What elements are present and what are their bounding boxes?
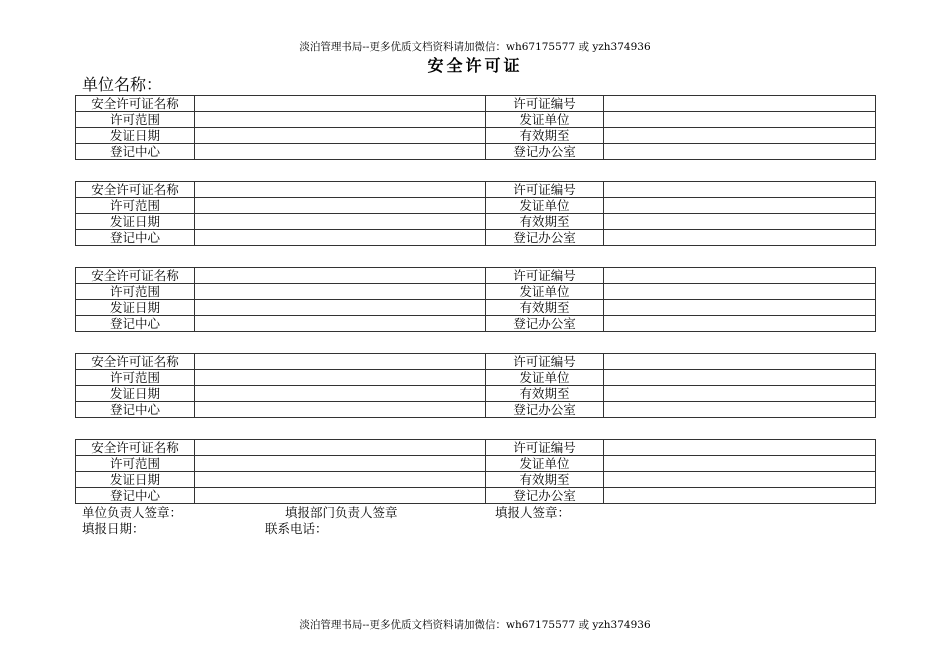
- permit-scope-label: 许可范围: [76, 198, 195, 214]
- permit-scope-label: 许可范围: [76, 456, 195, 472]
- unit-head-signature-label: 单位负责人签章：: [82, 505, 183, 520]
- valid-until-field[interactable]: [604, 300, 876, 316]
- permit-number-field[interactable]: [604, 182, 876, 198]
- issuer-label: 发证单位: [486, 284, 604, 300]
- issuer-field[interactable]: [604, 198, 876, 214]
- contact-phone-label: 联系电话：: [265, 521, 328, 536]
- table-row: [76, 112, 876, 128]
- issuer-field[interactable]: [604, 284, 876, 300]
- permit-number-field[interactable]: [604, 96, 876, 112]
- dept-head-signature-label: 填报部门负责人签章: [285, 505, 398, 520]
- table-row: [76, 456, 876, 472]
- table-row: [76, 440, 876, 456]
- valid-until-field[interactable]: [604, 472, 876, 488]
- valid-until-field[interactable]: [604, 214, 876, 230]
- table-row: [76, 386, 876, 402]
- permit-name-label: 安全许可证名称: [76, 354, 195, 370]
- permit-table-1: [75, 95, 876, 160]
- registry-center-field[interactable]: [195, 144, 486, 160]
- registry-center-field[interactable]: [195, 402, 486, 418]
- registry-office-label: 登记办公室: [486, 316, 604, 332]
- registry-center-label: 登记中心: [76, 402, 195, 418]
- registry-center-label: 登记中心: [76, 488, 195, 504]
- valid-until-field[interactable]: [604, 386, 876, 402]
- permit-name-label: 安全许可证名称: [76, 440, 195, 456]
- table-row: [76, 96, 876, 112]
- page-header: 淡泊管理书局--更多优质文档资料请加微信：wh67175577 或 yzh374936: [299, 41, 651, 53]
- valid-until-label: 有效期至: [486, 300, 604, 316]
- issuer-label: 发证单位: [486, 456, 604, 472]
- permit-name-label: 安全许可证名称: [76, 182, 195, 198]
- issue-date-label: 发证日期: [76, 214, 195, 230]
- table-row: [76, 472, 876, 488]
- issuer-label: 发证单位: [486, 370, 604, 386]
- table-row: [76, 316, 876, 332]
- permit-name-field[interactable]: [195, 354, 486, 370]
- issuer-field[interactable]: [604, 370, 876, 386]
- table-row: [76, 268, 876, 284]
- issue-date-field[interactable]: [195, 128, 486, 144]
- permit-table-5: [75, 439, 876, 504]
- table-row: [76, 488, 876, 504]
- issue-date-field[interactable]: [195, 214, 486, 230]
- permit-number-field[interactable]: [604, 354, 876, 370]
- registry-office-label: 登记办公室: [486, 144, 604, 160]
- table-row: [76, 402, 876, 418]
- permit-scope-field[interactable]: [195, 112, 486, 128]
- table-row: [76, 214, 876, 230]
- permit-scope-label: 许可范围: [76, 370, 195, 386]
- table-row: [76, 284, 876, 300]
- table-row: [76, 198, 876, 214]
- registry-office-label: 登记办公室: [486, 402, 604, 418]
- permit-number-label: 许可证编号: [486, 182, 604, 198]
- valid-until-field[interactable]: [604, 128, 876, 144]
- registry-center-label: 登记中心: [76, 316, 195, 332]
- fill-date-label: 填报日期：: [82, 521, 145, 536]
- permit-number-field[interactable]: [604, 440, 876, 456]
- registry-office-field[interactable]: [604, 144, 876, 160]
- table-row: [76, 230, 876, 246]
- filler-signature-label: 填报人签章：: [495, 505, 571, 520]
- registry-center-label: 登记中心: [76, 144, 195, 160]
- document-title: 安全许可证: [427, 56, 523, 75]
- registry-center-field[interactable]: [195, 316, 486, 332]
- issue-date-field[interactable]: [195, 386, 486, 402]
- permit-name-label: 安全许可证名称: [76, 96, 195, 112]
- permit-scope-label: 许可范围: [76, 284, 195, 300]
- registry-office-field[interactable]: [604, 488, 876, 504]
- registry-office-label: 登记办公室: [486, 230, 604, 246]
- issue-date-label: 发证日期: [76, 300, 195, 316]
- issue-date-label: 发证日期: [76, 386, 195, 402]
- table-row: [76, 182, 876, 198]
- permit-number-label: 许可证编号: [486, 268, 604, 284]
- permit-table-4: [75, 353, 876, 418]
- registry-office-label: 登记办公室: [486, 488, 604, 504]
- permit-name-field[interactable]: [195, 268, 486, 284]
- issuer-label: 发证单位: [486, 198, 604, 214]
- valid-until-label: 有效期至: [486, 214, 604, 230]
- permit-number-label: 许可证编号: [486, 96, 604, 112]
- registry-center-field[interactable]: [195, 230, 486, 246]
- registry-center-label: 登记中心: [76, 230, 195, 246]
- issue-date-label: 发证日期: [76, 472, 195, 488]
- permit-number-label: 许可证编号: [486, 440, 604, 456]
- permit-scope-field[interactable]: [195, 456, 486, 472]
- issue-date-field[interactable]: [195, 472, 486, 488]
- table-row: [76, 354, 876, 370]
- permit-scope-field[interactable]: [195, 198, 486, 214]
- registry-office-field[interactable]: [604, 316, 876, 332]
- issuer-label: 发证单位: [486, 112, 604, 128]
- permit-scope-field[interactable]: [195, 284, 486, 300]
- permit-scope-label: 许可范围: [76, 112, 195, 128]
- valid-until-label: 有效期至: [486, 472, 604, 488]
- registry-center-field[interactable]: [195, 488, 486, 504]
- valid-until-label: 有效期至: [486, 386, 604, 402]
- table-row: [76, 144, 876, 160]
- permit-name-label: 安全许可证名称: [76, 268, 195, 284]
- table-row: [76, 370, 876, 386]
- registry-office-field[interactable]: [604, 230, 876, 246]
- permit-table-2: [75, 181, 876, 246]
- permit-name-field[interactable]: [195, 96, 486, 112]
- issue-date-field[interactable]: [195, 300, 486, 316]
- issue-date-label: 发证日期: [76, 128, 195, 144]
- issuer-field[interactable]: [604, 456, 876, 472]
- permit-name-field[interactable]: [195, 440, 486, 456]
- permit-name-field[interactable]: [195, 182, 486, 198]
- registry-office-field[interactable]: [604, 402, 876, 418]
- permit-scope-field[interactable]: [195, 370, 486, 386]
- permit-number-label: 许可证编号: [486, 354, 604, 370]
- permit-table-3: [75, 267, 876, 332]
- valid-until-label: 有效期至: [486, 128, 604, 144]
- permit-number-field[interactable]: [604, 268, 876, 284]
- page-footer: 淡泊管理书局--更多优质文档资料请加微信：wh67175577 或 yzh374936: [299, 619, 651, 631]
- unit-name-label: 单位名称：: [82, 75, 163, 94]
- table-row: [76, 128, 876, 144]
- issuer-field[interactable]: [604, 112, 876, 128]
- table-row: [76, 300, 876, 316]
